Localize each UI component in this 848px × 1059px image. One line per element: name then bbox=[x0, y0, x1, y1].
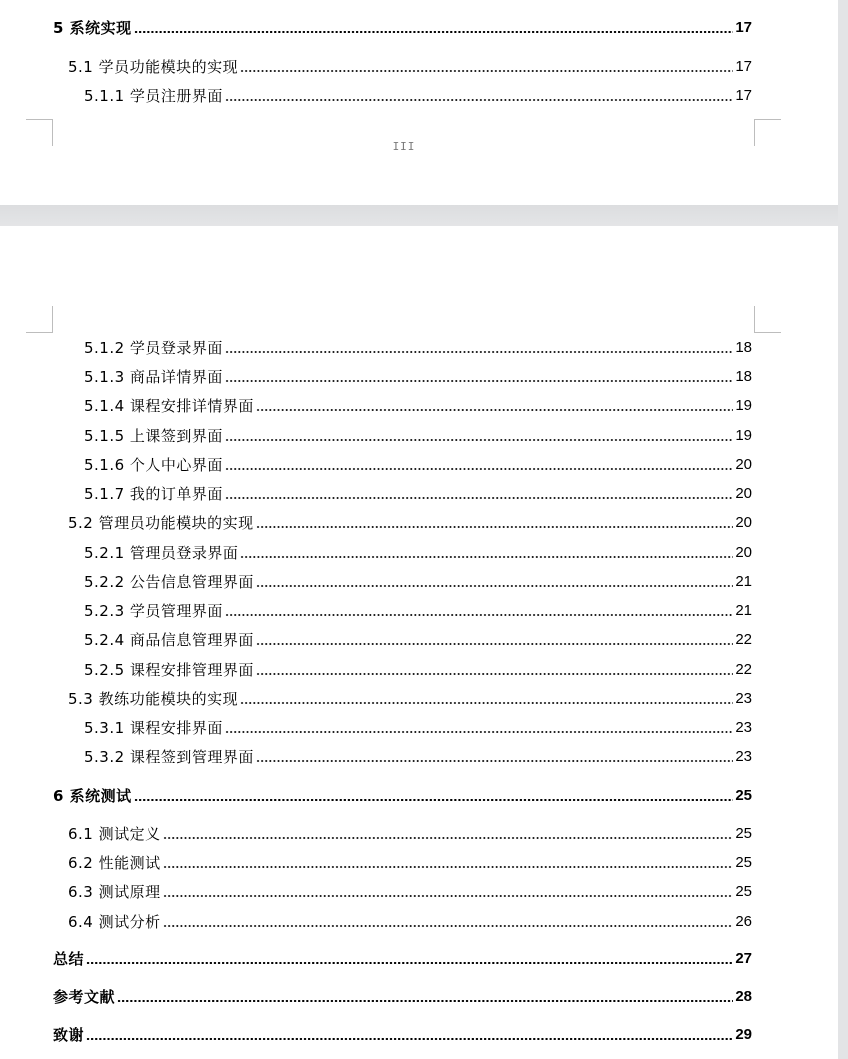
toc-entry-label: 5.1.3 商品详情界面 bbox=[84, 368, 223, 386]
toc-entry-page: 23 bbox=[735, 748, 752, 765]
toc-entry-page: 20 bbox=[735, 456, 752, 473]
dot-leader bbox=[256, 673, 733, 675]
toc-entry[interactable] bbox=[68, 825, 752, 843]
document-page-iii bbox=[0, 0, 838, 205]
toc-entry-page: 25 bbox=[735, 825, 752, 842]
toc-entry[interactable] bbox=[84, 368, 752, 386]
toc-entry-label: 致谢 bbox=[53, 1026, 85, 1044]
toc-entry-label: 5.3.1 课程安排界面 bbox=[84, 719, 223, 737]
margin-corner-mark bbox=[754, 306, 781, 333]
toc-entry[interactable] bbox=[84, 748, 752, 766]
toc-entry[interactable] bbox=[68, 58, 752, 76]
toc-entry-label: 总结 bbox=[53, 950, 85, 968]
dot-leader bbox=[163, 837, 734, 839]
toc-entry-page: 29 bbox=[735, 1026, 752, 1043]
dot-leader bbox=[240, 70, 733, 72]
toc-entry-page: 21 bbox=[735, 573, 752, 590]
toc-entry-page: 26 bbox=[735, 913, 752, 930]
margin-corner-mark bbox=[26, 306, 53, 333]
dot-leader bbox=[225, 380, 733, 382]
dot-leader bbox=[240, 556, 733, 558]
dot-leader bbox=[225, 731, 733, 733]
toc-entry[interactable] bbox=[84, 661, 752, 679]
toc-entry-page: 25 bbox=[735, 787, 752, 804]
toc-entry-label: 5.2.3 学员管理界面 bbox=[84, 602, 223, 620]
toc-entry-label: 5.2.1 管理员登录界面 bbox=[84, 544, 239, 562]
toc-entry-label: 5.2.2 公告信息管理界面 bbox=[84, 573, 254, 591]
toc-entry-label: 6.3 测试原理 bbox=[68, 883, 161, 901]
dot-leader bbox=[134, 799, 734, 801]
toc-entry-page: 19 bbox=[735, 427, 752, 444]
toc-entry-page: 27 bbox=[735, 950, 752, 967]
dot-leader bbox=[117, 1000, 733, 1002]
toc-entry-page: 17 bbox=[735, 19, 752, 36]
dot-leader bbox=[256, 409, 733, 411]
toc-entry-label: 5 系统实现 bbox=[53, 19, 132, 37]
toc-entry-page: 21 bbox=[735, 602, 752, 619]
toc-entry[interactable] bbox=[84, 485, 752, 503]
toc-entry-label: 6.1 测试定义 bbox=[68, 825, 161, 843]
dot-leader bbox=[134, 31, 734, 33]
toc-entry[interactable] bbox=[84, 456, 752, 474]
toc-entry-page: 22 bbox=[735, 661, 752, 678]
toc-entry-label: 5.1.2 学员登录界面 bbox=[84, 339, 223, 357]
dot-leader bbox=[225, 614, 733, 616]
toc-entry-label: 5.2.5 课程安排管理界面 bbox=[84, 661, 254, 679]
dot-leader bbox=[256, 760, 733, 762]
document-page-next bbox=[0, 226, 838, 1059]
toc-entry-label: 5.1.5 上课签到界面 bbox=[84, 427, 223, 445]
toc-entry[interactable] bbox=[53, 988, 752, 1006]
toc-entry-page: 17 bbox=[735, 58, 752, 75]
toc-entry-label: 6.4 测试分析 bbox=[68, 913, 161, 931]
toc-entry[interactable] bbox=[68, 514, 752, 532]
toc-entry-page: 20 bbox=[735, 544, 752, 561]
toc-entry-label: 5.1.7 我的订单界面 bbox=[84, 485, 223, 503]
toc-entry-label: 5.1.4 课程安排详情界面 bbox=[84, 397, 254, 415]
toc-entry-label: 5.1 学员功能模块的实现 bbox=[68, 58, 239, 76]
toc-entry-label: 5.3 教练功能模块的实现 bbox=[68, 690, 239, 708]
toc-entry[interactable] bbox=[53, 1026, 752, 1044]
toc-entry[interactable] bbox=[68, 854, 752, 872]
toc-entry[interactable] bbox=[84, 339, 752, 357]
toc-entry-label: 6.2 性能测试 bbox=[68, 854, 161, 872]
toc-entry-page: 23 bbox=[735, 690, 752, 707]
dot-leader bbox=[86, 962, 733, 964]
toc-entry[interactable] bbox=[53, 19, 752, 37]
toc-entry[interactable] bbox=[68, 883, 752, 901]
right-gutter bbox=[838, 0, 848, 1059]
toc-entry[interactable] bbox=[84, 427, 752, 445]
toc-entry-label: 6 系统测试 bbox=[53, 787, 132, 805]
toc-entry-page: 17 bbox=[735, 87, 752, 104]
toc-entry-page: 20 bbox=[735, 514, 752, 531]
toc-entry-page: 25 bbox=[735, 883, 752, 900]
toc-entry[interactable] bbox=[84, 87, 752, 105]
toc-entry-label: 5.1.1 学员注册界面 bbox=[84, 87, 223, 105]
toc-entry-page: 18 bbox=[735, 339, 752, 356]
dot-leader bbox=[163, 866, 734, 868]
toc-entry-label: 5.1.6 个人中心界面 bbox=[84, 456, 223, 474]
toc-entry-page: 20 bbox=[735, 485, 752, 502]
dot-leader bbox=[225, 497, 733, 499]
dot-leader bbox=[225, 468, 733, 470]
toc-entry[interactable] bbox=[53, 950, 752, 968]
toc-entry-page: 23 bbox=[735, 719, 752, 736]
toc-entry-page: 18 bbox=[735, 368, 752, 385]
toc-entry[interactable] bbox=[84, 602, 752, 620]
toc-entry[interactable] bbox=[84, 573, 752, 591]
dot-leader bbox=[256, 526, 734, 528]
dot-leader bbox=[86, 1038, 733, 1040]
toc-entry[interactable] bbox=[84, 631, 752, 649]
toc-entry-page: 25 bbox=[735, 854, 752, 871]
dot-leader bbox=[163, 925, 734, 927]
dot-leader bbox=[256, 585, 733, 587]
page-number-footer: III bbox=[392, 140, 416, 153]
toc-entry-page: 19 bbox=[735, 397, 752, 414]
toc-entry-label: 参考文献 bbox=[53, 988, 116, 1006]
toc-entry-page: 28 bbox=[735, 988, 752, 1005]
toc-entry[interactable] bbox=[68, 690, 752, 708]
toc-entry-page: 22 bbox=[735, 631, 752, 648]
toc-entry[interactable] bbox=[68, 913, 752, 931]
page-gap bbox=[0, 205, 838, 226]
dot-leader bbox=[225, 351, 733, 353]
dot-leader bbox=[240, 702, 733, 704]
toc-entry[interactable] bbox=[84, 719, 752, 737]
dot-leader bbox=[225, 99, 733, 101]
toc-entry[interactable] bbox=[53, 787, 752, 805]
toc-entry-label: 5.3.2 课程签到管理界面 bbox=[84, 748, 254, 766]
dot-leader bbox=[225, 439, 733, 441]
toc-entry[interactable] bbox=[84, 397, 752, 415]
toc-entry-label: 5.2 管理员功能模块的实现 bbox=[68, 514, 254, 532]
dot-leader bbox=[256, 643, 733, 645]
toc-entry-label: 5.2.4 商品信息管理界面 bbox=[84, 631, 254, 649]
toc-entry[interactable] bbox=[84, 544, 752, 562]
dot-leader bbox=[163, 895, 734, 897]
